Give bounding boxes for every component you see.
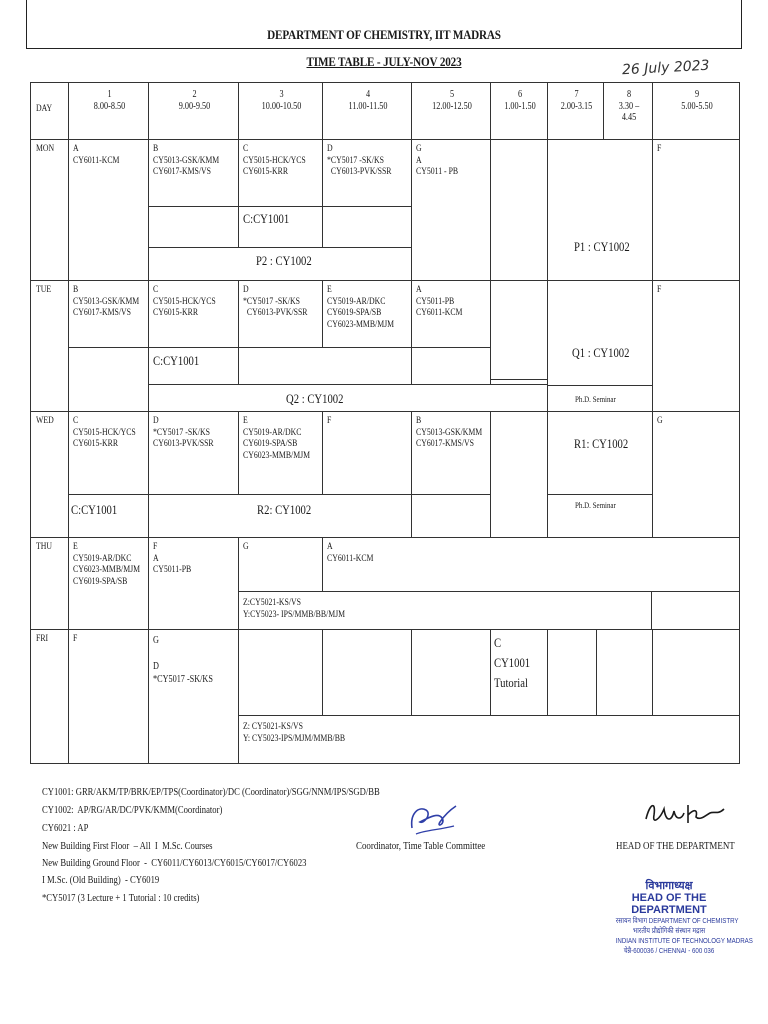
tue-q2: Q2 : CY1002	[148, 384, 548, 412]
mon-lab-b	[322, 206, 412, 248]
col-header-day: DAY	[30, 82, 69, 140]
stamp-line-3: INDIAN INSTITUTE OF TECHNOLOGY MADRAS	[615, 936, 753, 945]
fri-slot-7	[547, 629, 597, 716]
thu-slot-3: G	[238, 537, 323, 592]
thu-slot-1: E CY5019-AR/DKC CY6023-MMB/MJM CY6019-SPA/SB	[68, 537, 149, 630]
col-header-9: 9 5.00-5.50	[652, 82, 740, 140]
tue-cy1001: C:CY1001	[148, 347, 239, 385]
day-mon: MON	[30, 139, 69, 281]
wed-r2: R2: CY1002	[148, 494, 412, 538]
day-wed: WED	[30, 411, 69, 538]
tue-slot-9: F	[652, 280, 740, 412]
department-title: DEPARTMENT OF CHEMISTRY, IIT MADRAS	[267, 27, 501, 42]
tue-slot-7-8: Q1 : CY1002	[547, 280, 653, 386]
col-header-3: 3 10.00-10.50	[238, 82, 323, 140]
mon-slot-9: F	[652, 139, 740, 281]
mon-cy1001: C:CY1001	[238, 206, 323, 248]
note-old-building: I M.Sc. (Old Building) - CY6019	[42, 875, 160, 886]
tue-slot-4: E CY5019-AR/DKC CY6019-SPA/SB CY6023-MMB/MJM	[322, 280, 412, 348]
thu-slot-2: F A CY5011-PB	[148, 537, 239, 630]
thu-slot-4-9: A CY6011-KCM	[322, 537, 740, 592]
day-thu: THU	[30, 537, 69, 630]
mon-slot-5: G A CY5011 - PB	[411, 139, 491, 281]
mon-slot-6	[490, 139, 548, 281]
col-header-4: 4 11.00-11.50	[322, 82, 412, 140]
mon-p2: P2 : CY1002	[148, 247, 412, 281]
mon-slot-7-8: P1 : CY1002	[547, 139, 653, 281]
note-cy6021: CY6021 : AP	[42, 823, 89, 834]
mon-slot-2: B CY5013-GSK/KMM CY6017-KMS/VS	[148, 139, 239, 207]
fri-slot-6: C CY1001 Tutorial	[490, 629, 548, 716]
thu-slot-9-lab	[651, 591, 740, 630]
fri-slot-3	[238, 629, 323, 716]
tue-slot-3: D *CY5017 -SK/KS CY6013-PVK/SSR	[238, 280, 323, 348]
coordinator-label: Coordinator, Time Table Committee	[356, 841, 486, 852]
mon-slot-4: D *CY5017 -SK/KS CY6013-PVK/SSR	[322, 139, 412, 207]
fri-zy: Z: CY5021-KS/VS Y: CY5023-IPS/MJM/MMB/BB	[238, 715, 740, 764]
fri-slot-8	[596, 629, 653, 716]
col-header-6: 6 1.00-1.50	[490, 82, 548, 140]
col-header-2: 2 9.00-9.50	[148, 82, 239, 140]
note-cy1002: CY1002: AP/RG/AR/DC/PVK/KMM(Coordinator)	[42, 805, 223, 816]
fri-slot-4	[322, 629, 412, 716]
stamp-line-1: रसायन विभाग DEPARTMENT OF CHEMISTRY	[615, 916, 739, 925]
note-first-floor: New Building First Floor – All I M.Sc. Courses	[42, 841, 213, 852]
wed-slot-5: B CY5013-GSK/KMM CY6017-KMS/VS	[411, 411, 491, 495]
tue-lab-a	[68, 347, 149, 412]
col-header-5: 5 12.00-12.50	[411, 82, 491, 140]
hod-label: HEAD OF THE DEPARTMENT	[616, 841, 735, 852]
wed-cy1001: C:CY1001	[68, 494, 149, 538]
tue-seminar: Ph.D. Seminar	[547, 385, 653, 412]
wed-slot-9: G	[652, 411, 740, 538]
mon-slot-1: A CY6011-KCM	[68, 139, 149, 281]
handwritten-date: 26 July 2023	[621, 57, 710, 79]
tue-slot-2: C CY5015-HCK/YCS CY6015-KRR	[148, 280, 239, 348]
hod-stamp	[604, 880, 753, 956]
fri-slot-9	[652, 629, 740, 716]
wed-slot-4: F	[322, 411, 412, 495]
stamp-line-2: भारतीय प्रौद्योगिकी संस्थान मद्रास	[632, 926, 706, 935]
col-header-8: 8 3.30 – 4.45	[603, 82, 653, 140]
tue-slot-6	[490, 280, 548, 380]
note-cy5017: *CY5017 (3 Lecture + 1 Tutorial : 10 credits)	[42, 893, 200, 904]
hod-signature	[640, 795, 730, 831]
tue-slot-5: A CY5011-PB CY6011-KCM	[411, 280, 491, 348]
tue-lab-c	[411, 347, 491, 385]
mon-slot-3: C CY5015-HCK/YCS CY6015-KRR	[238, 139, 323, 207]
col-header-1: 1 8.00-8.50	[68, 82, 149, 140]
stamp-title: HEAD OF THE DEPARTMENT	[631, 892, 707, 916]
wed-slot-2: D *CY5017 -SK/KS CY6013-PVK/SSR	[148, 411, 239, 495]
fri-slot-2: G D *CY5017 -SK/KS	[148, 629, 239, 764]
wed-seminar: Ph.D. Seminar	[547, 494, 653, 538]
fri-slot-1: F	[68, 629, 149, 764]
coordinator-signature	[402, 800, 462, 840]
note-ground-floor: New Building Ground Floor - CY6011/CY6013/CY6015/CY6017/CY6023	[42, 858, 307, 869]
wed-slot-3: E CY5019-AR/DKC CY6019-SPA/SB CY6023-MMB/MJM	[238, 411, 323, 495]
fri-slot-5	[411, 629, 491, 716]
day-tue: TUE	[30, 280, 69, 412]
stamp-hindi-title: विभागाध्यक्ष	[645, 880, 693, 892]
wed-slot-1: C CY5015-HCK/YCS CY6015-KRR	[68, 411, 149, 495]
col-header-7: 7 2.00-3.15	[547, 82, 604, 140]
tue-lab-b	[238, 347, 412, 385]
wed-slot-6	[490, 411, 548, 538]
thu-zy: Z:CY5021-KS/VS Y:CY5023- IPS/MMB/BB/MJM	[238, 591, 652, 630]
day-fri: FRI	[30, 629, 69, 764]
stamp-line-4: चेन्नै-600036 / CHENNAI - 600 036	[623, 946, 715, 955]
wed-slot-7-8: R1: CY1002	[547, 411, 653, 495]
note-cy1001: CY1001: GRR/AKM/TP/BRK/EP/TPS(Coordinator)/DC (Coordinator)/SGG/NNM/IPS/SGD/BB	[42, 787, 380, 798]
mon-lab-a	[148, 206, 239, 248]
tue-slot-1: B CY5013-GSK/KMM CY6017-KMS/VS	[68, 280, 149, 348]
timetable-title: TIME TABLE - JULY-NOV 2023	[306, 54, 462, 69]
